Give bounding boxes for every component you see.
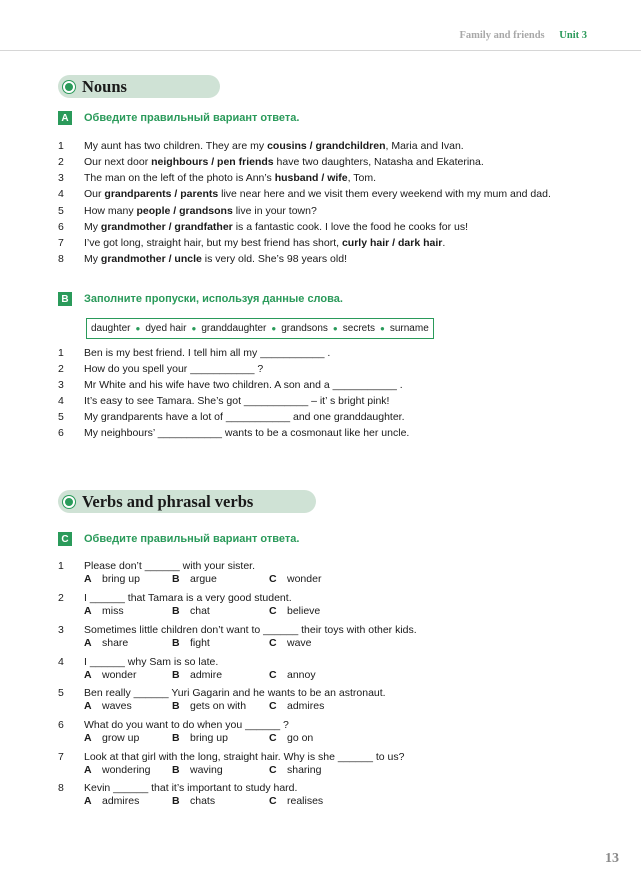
answer-choice-a[interactable] — [84, 573, 140, 585]
item-number: 1 — [58, 347, 64, 359]
item-number: 2 — [58, 363, 64, 375]
answer-choice-a[interactable] — [84, 700, 132, 712]
choice-letter: B — [172, 732, 180, 744]
choice-letter: C — [269, 605, 277, 617]
header-divider — [0, 50, 641, 51]
choice-letter: C — [269, 573, 277, 585]
item-text: My grandparents have a lot of ___________ and one granddaughter. — [84, 411, 405, 423]
choice-letter: A — [84, 605, 92, 617]
choice-letter: C — [269, 764, 277, 776]
item-text: My — [84, 253, 101, 265]
list-item — [58, 363, 263, 375]
item-number: 5 — [58, 687, 64, 699]
answer-choice-a[interactable] — [84, 637, 128, 649]
answer-choice-b[interactable] — [172, 605, 210, 617]
item-text: live in your town? — [232, 205, 317, 217]
answer-options: curly hair / dark hair — [341, 237, 443, 249]
choice-letter: B — [172, 669, 180, 681]
page-number: 13 — [605, 851, 619, 866]
choice-text: annoy — [287, 669, 316, 681]
choice-text: argue — [190, 573, 217, 585]
answer-choice-b[interactable] — [172, 732, 228, 744]
task-instruction: Обведите правильный вариант ответа. — [84, 112, 300, 124]
item-text: My — [84, 221, 101, 233]
choice-letter: C — [269, 700, 277, 712]
answer-choice-c[interactable] — [269, 764, 321, 776]
item-text: , Tom. — [347, 172, 377, 184]
section-heading-nouns — [58, 75, 220, 98]
list-item — [58, 253, 347, 265]
word-bank-item: surname — [389, 323, 429, 334]
section-heading-verbs — [58, 490, 316, 513]
answer-options: grandmother / uncle — [100, 253, 202, 265]
choice-letter: A — [84, 732, 92, 744]
bullet-separator-icon: ● — [332, 324, 338, 333]
item-text: Our next door — [84, 156, 152, 168]
item-number: 1 — [58, 140, 64, 152]
choice-text: wave — [287, 637, 312, 649]
bullet-separator-icon: ● — [135, 324, 141, 333]
item-text: The man on the left of the photo is Ann’s — [84, 172, 275, 184]
bullet-separator-icon: ● — [191, 324, 197, 333]
list-item — [58, 140, 464, 152]
item-text: My aunt has two children. They are my — [84, 140, 268, 152]
item-number: 3 — [58, 379, 64, 391]
list-item — [58, 188, 551, 200]
choice-letter: A — [84, 795, 92, 807]
choice-letter: A — [84, 573, 92, 585]
question-item — [58, 560, 255, 572]
item-text: Ben is my best friend. I tell him all my ___________ . — [84, 347, 331, 359]
choice-letter: C — [269, 732, 277, 744]
item-number: 8 — [58, 782, 64, 794]
question-item — [58, 624, 417, 636]
item-number: 2 — [58, 156, 64, 168]
task-letter-badge: C — [58, 532, 72, 546]
section-title: Verbs and phrasal verbs — [82, 491, 254, 511]
choice-letter: B — [172, 605, 180, 617]
item-number: 6 — [58, 719, 64, 731]
question-text: Sometimes little children don’t want to ______ their toys with other kids. — [84, 624, 417, 636]
choice-letter: B — [172, 795, 180, 807]
item-number: 6 — [58, 427, 64, 439]
task-instruction: Заполните пропуски, используя данные слова. — [84, 293, 343, 305]
bullet-separator-icon: ● — [271, 324, 277, 333]
answer-options: neighbours / pen friends — [151, 156, 274, 168]
answer-options: people / grandsons — [136, 205, 233, 217]
choice-letter: B — [172, 637, 180, 649]
choice-text: chat — [190, 605, 210, 617]
answer-choice-a[interactable] — [84, 764, 150, 776]
bullet-separator-icon: ● — [380, 324, 385, 333]
choice-text: bring up — [102, 573, 140, 585]
item-text: is a fantastic cook. I love the food he cooks for us! — [232, 221, 468, 233]
answer-choice-c[interactable] — [269, 732, 313, 744]
bullet-icon — [63, 496, 75, 508]
item-number: 1 — [58, 560, 64, 572]
question-item — [58, 782, 297, 794]
answer-options: cousins / grandchildren — [267, 140, 386, 152]
answer-choice-a[interactable] — [84, 669, 136, 681]
item-number: 4 — [58, 395, 64, 407]
answer-options: grandmother / grandfather — [100, 221, 233, 233]
choice-text: grow up — [102, 732, 140, 744]
running-header — [459, 30, 587, 41]
question-item — [58, 719, 289, 731]
answer-choice-c[interactable] — [269, 700, 324, 712]
question-text: Kevin ______ that it’s important to study hard. — [84, 782, 298, 794]
task-a-header — [58, 111, 299, 125]
list-item — [58, 411, 405, 423]
bullet-icon — [63, 81, 75, 93]
answer-choice-c[interactable] — [269, 605, 320, 617]
section-title: Nouns — [82, 76, 127, 96]
choice-letter: C — [269, 637, 277, 649]
choice-letter: A — [84, 700, 92, 712]
choice-letter: B — [172, 764, 180, 776]
question-text: I ______ why Sam is so late. — [84, 656, 219, 668]
list-item — [58, 395, 389, 407]
answer-choice-b[interactable] — [172, 573, 217, 585]
item-number: 3 — [58, 172, 64, 184]
choice-text: chats — [190, 795, 216, 807]
task-b-header — [58, 292, 343, 306]
choice-text: believe — [287, 605, 321, 617]
item-text: Our — [84, 188, 105, 200]
item-text: My neighbours’ ___________ wants to be a cosmonaut like her uncle. — [84, 427, 410, 439]
choice-text: gets on with — [190, 700, 247, 712]
answer-options: grandparents / parents — [104, 188, 219, 200]
choice-text: sharing — [287, 764, 322, 776]
word-bank-item: grandsons — [281, 323, 328, 334]
word-bank-item: daughter — [91, 323, 131, 334]
question-text: I ______ that Tamara is a very good student. — [84, 592, 292, 604]
item-text: It’s easy to see Tamara. She’s got ___________ – it’ s bright pink! — [84, 395, 390, 407]
choice-letter: A — [84, 637, 92, 649]
word-bank-item: dyed hair — [145, 323, 187, 334]
item-number: 7 — [58, 237, 64, 249]
choice-text: waving — [190, 764, 223, 776]
choice-text: share — [102, 637, 129, 649]
list-item — [58, 237, 445, 249]
answer-choice-c[interactable] — [269, 795, 323, 807]
choice-letter: A — [84, 764, 92, 776]
choice-text: admire — [190, 669, 223, 681]
question-text: Look at that girl with the long, straight hair. Why is she ______ to us? — [84, 751, 405, 763]
choice-text: realises — [287, 795, 324, 807]
list-item — [58, 156, 484, 168]
item-text: Mr White and his wife have two children. A son and a ___________ . — [84, 379, 403, 391]
question-text: What do you want to do when you ______ ? — [84, 719, 289, 731]
answer-choice-a[interactable] — [84, 795, 139, 807]
list-item — [58, 347, 330, 359]
choice-text: wondering — [102, 764, 151, 776]
answer-choice-c[interactable] — [269, 637, 312, 649]
choice-letter: C — [269, 669, 277, 681]
choice-text: wonder — [102, 669, 137, 681]
unit-label: Unit 3 — [559, 30, 587, 41]
item-number: 2 — [58, 592, 64, 604]
item-number: 5 — [58, 205, 64, 217]
answer-options: husband / wife — [274, 172, 348, 184]
item-text: How do you spell your ___________ ? — [84, 363, 264, 375]
task-instruction: Обведите правильный вариант ответа. — [84, 533, 300, 545]
word-bank-item: granddaughter — [201, 323, 267, 334]
list-item — [58, 205, 317, 217]
list-item — [58, 172, 376, 184]
question-item — [58, 656, 218, 668]
item-text: . — [442, 237, 446, 249]
item-text: How many — [84, 205, 137, 217]
answer-choice-b[interactable] — [172, 764, 223, 776]
answer-choice-b[interactable] — [172, 637, 210, 649]
task-letter-badge: B — [58, 292, 72, 306]
item-text: I’ve got long, straight hair, but my best friend has short, — [84, 237, 342, 249]
question-item — [58, 592, 292, 604]
item-number: 3 — [58, 624, 64, 636]
choice-text: fight — [190, 637, 210, 649]
item-number: 6 — [58, 221, 64, 233]
task-letter-badge: A — [58, 111, 72, 125]
choice-letter: B — [172, 573, 180, 585]
choice-letter: B — [172, 700, 180, 712]
item-number: 8 — [58, 253, 64, 265]
answer-choice-b[interactable] — [172, 795, 215, 807]
question-text: Please don’t ______ with your sister. — [84, 560, 256, 572]
item-number: 4 — [58, 656, 64, 668]
item-text: live near here and we visit them every weekend with my mum and dad. — [218, 188, 551, 200]
item-number: 4 — [58, 188, 64, 200]
choice-text: miss — [102, 605, 124, 617]
list-item — [58, 379, 403, 391]
choice-letter: C — [269, 795, 277, 807]
task-c-header — [58, 532, 299, 546]
list-item — [58, 221, 468, 233]
question-item — [58, 687, 386, 699]
question-item — [58, 751, 404, 763]
choice-text: go on — [287, 732, 314, 744]
answer-choice-b[interactable] — [172, 700, 246, 712]
item-text: have two daughters, Natasha and Ekaterina. — [273, 156, 484, 168]
choice-text: admires — [102, 795, 140, 807]
choice-letter: A — [84, 669, 92, 681]
choice-text: admires — [287, 700, 325, 712]
word-bank — [86, 318, 434, 339]
word-bank-item: secrets — [342, 323, 375, 334]
choice-text: wonder — [287, 573, 322, 585]
item-number: 7 — [58, 751, 64, 763]
answer-choice-c[interactable] — [269, 669, 316, 681]
answer-choice-a[interactable] — [84, 605, 124, 617]
answer-choice-b[interactable] — [172, 669, 222, 681]
item-text: is very old. She’s 98 years old! — [201, 253, 347, 265]
item-number: 5 — [58, 411, 64, 423]
choice-text: bring up — [190, 732, 228, 744]
list-item — [58, 427, 409, 439]
choice-text: waves — [102, 700, 132, 712]
answer-choice-c[interactable] — [269, 573, 321, 585]
question-text: Ben really ______ Yuri Gagarin and he wants to be an astronaut. — [84, 687, 386, 699]
chapter-title: Family and friends — [459, 30, 545, 41]
item-text: , Maria and Ivan. — [385, 140, 464, 152]
answer-choice-a[interactable] — [84, 732, 139, 744]
